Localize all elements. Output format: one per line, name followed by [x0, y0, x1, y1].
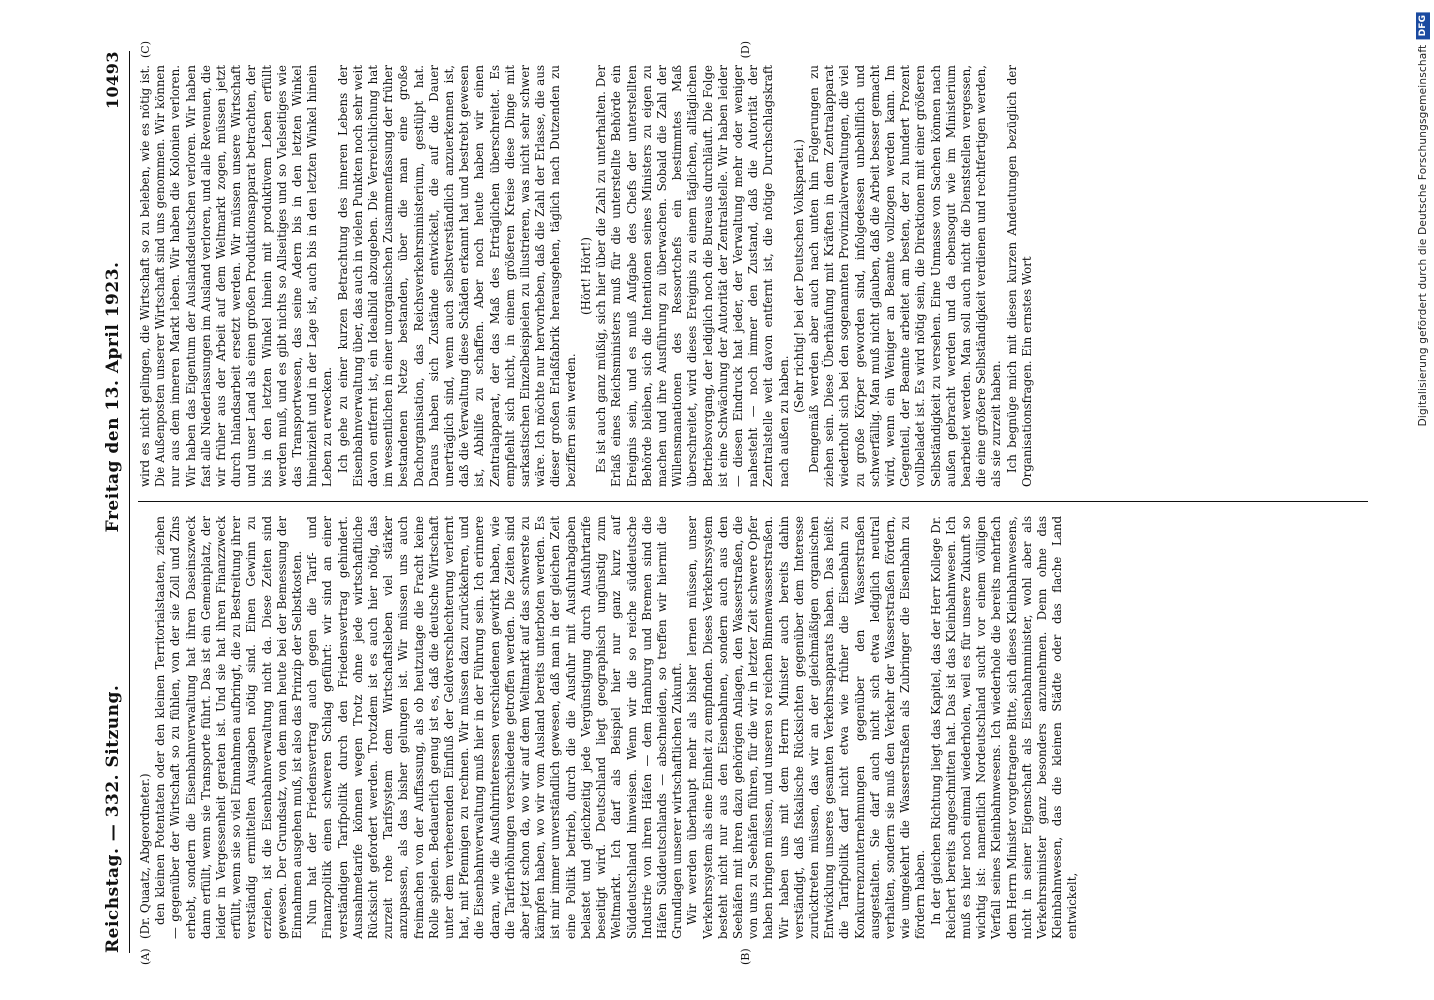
- left-column: [138, 502, 1368, 965]
- interjection-hoert: (Hört! Hört!): [578, 237, 593, 315]
- header-left: Reichstag. — 332. Sitzung.: [103, 684, 123, 953]
- left-paragraph-4: In der gleichen Richtung liegt das Kapitel, das der Herr Kollege Dr. Reichert bereits angeschnitten hat. Das ist das Kleinbahnwesen. Ich muß es hier noch einmal wiederholen, weil es für unsere Zukunft so wichtig ist: namentlich Nordeutschland sucht vor einem völligen Verfall seines Kleinbahnwesens. Ich wiederhole die bereits mehrfach dem Herrn Minister vorgetragene Bitte, sich dieses Kleinbahnwesens, nicht in seiner Eigenschaft als Eisenbahnminister, wohl aber als Verkehrsminister ganz besonders anzunehmen. Denn ohne das Kleinbahnwesen, das die kleinen Städte oder das flache Land entwickelt,: [928, 516, 1080, 939]
- right-paragraph-4: Demgemäß werden aber auch nach unten hin Folgerungen zu ziehen sein. Diese Überhäufung mit Kräften in dem Zentralapparat wiederholt sich bei den sogenannten Provinzialverwaltungen, die viel zu große Körper geworden sind, infolgedessen unbehilflich und schwerfällig. Man muß nicht glauben, daß die Arbeit besser gemacht wird, wenn ein Weniger an Beamte vollzogen werden kann. Im Gegenteil, der Beamte arbeitet am besten, der zu hundert Prozent vollbeladet ist. Es wird nötig sein, die Direktionen mit einer größeren Selbständigkeit zu versehen. Eine Unmasse von Sachen können nach außen gebracht werden und da ebensogut wie im Ministerium bearbeitet werden. Man soll auch nicht die Dienststellen vergessen, die eine größere Selbständigkeit verdienen und rechtfertigen werden, als sie zurzeit haben.: [806, 65, 1004, 487]
- page-header: [103, 51, 130, 953]
- right-paragraph-5: Ich begnüge mich mit diesen kurzen Andeutungen bezüglich der Organisationsfragen. Ein ernstes Wort: [1004, 65, 1034, 487]
- dfg-logo: DFG: [1416, 12, 1430, 40]
- right-paragraph-2: Ich gehe zu einer kurzen Betrachtung des inneren Lebens der Eisenbahnverwaltung über, das auch in vielen Punkten noch sehr weit davon entfernt ist, ein Idealbild abzugeben. Die Verreichlichung hat im wesentlichen in einer unorganischen Zusammenfassung der früher bestandenen Netze bestanden, über die man eine große Dachorganisation, das Reichsverkehrsministerium, gestülpt hat. Daraus haben sich Zustände entwickelt, die auf die Dauer unerträglich sind, wenn auch selbstverständlich anzuerkennen ist, daß die Verwaltung diese Schäden erkannt hat und bestrebt gewesen ist, Abhilfe zu schaffen. Aber noch heute haben wir einen Zentralapparat, der das Maß des Erträglichen überschreitet. Es empfiehlt sich nicht, in einem größeren Kreise diese Dinge mit sarkastischen Einzelbeispielen zu illustrieren, was nicht sehr schwer wäre. Ich möchte nur hervorheben, daß die Zahl der Erlasse, die aus dieser großen Erlaßfabrik herausgehen, täglich nach Dutzenden zu beziffern sein werden.: [335, 65, 578, 487]
- text-columns: [138, 41, 1368, 965]
- marker-b: (B): [739, 948, 752, 965]
- right-paragraph-1: wird es nicht gelingen, die Wirtschaft so zu beleben, wie es nötig ist. Die Außenposten unserer Wirtschaft sind uns genommen. Wir können nur aus dem inneren Markt leben. Wir haben die Kolonien verloren. Wir haben das Eigentum der Auslandsdeutschen verloren. Wir haben fast alle Niederlassungen im Ausland verloren, und alle Revenuen, die wir früher aus der Arbeit auf dem Weltmarkt zogen, müssen jetzt durch Inlandsarbeit ersetzt werden. Wir müssen unsere Wirtschaft und unser Land als einen großen Produktionsapparat betrachten, der bis in den letzten Winkel hinein mit produktivem Leben erfüllt werden muß, und es gibt nichts so Allseitiges und so Vielseitiges wie das Transportwesen, das seine Adern bis in den letzten Winkel hineinzieht und in der Lage ist, auch bis in den letzten Winkel hinein Leben zu erwecken.: [138, 65, 335, 487]
- left-paragraph-1: den kleinen Potentaten oder den kleinen Territorialstaaten, ziehen — gegenüber der Wirtschaft so zu fühlen, von der sie Zoll und Zins erhebt, sondern die Eisenbahnverwaltung hat ihren Daseinszweck dann erfüllt, wenn sie Transporte führt. Das ist ein Gemeinplatz, der leider in Vergessenheit geraten ist. Und sie hat ihren Finanzzweck erfüllt, wenn sie so viel Einnahmen aufbringt, die zu Bestreitung ihrer verständig ermittelten Ausgaben nötig sind. Einen Gewinn zu erzielen, ist die Eisenbahnverwaltung nicht da. Diese Zeiten sind gewesen. Der Grundsatz, von dem man heute bei der Bemessung der Einnahmen ausgehen muß, ist also das Prinzip der Selbstkosten.: [153, 516, 305, 939]
- page-number: 10493: [103, 51, 122, 110]
- marker-a: (A): [139, 948, 152, 965]
- right-paragraph-3: Es ist auch ganz müßig, sich hier über die Zahl zu unterhalten. Der Erlaß eines Reichsministers muß für die unterstellte Behörde ein Ereignis sein, und es muß Aufgabe des Chefs der unterstellten Behörde bleiben, sich die Intentionen seines Ministers zu eigen zu machen und ihre Ausführung zu überwachen. Sobald die Zahl der Willensmanationen des Ressortchefs ein bestimmtes Maß überschreitet, wird dieses Ereignis zu einem täglichen, alltäglichen Betriebsvorgang, der lediglich noch die Bureaus durchläuft. Die Folge ist eine Schwächung der Autorität der Zentralstelle. Wir haben leider — diesen Eindruck hat jeder, der Verwaltung mehr oder weniger nahesteht — noch immer den Zustand, daß die Autorität der Zentralstelle weit davon entfernt ist, die nötige Durchschlagskraft nach außen zu haben.: [594, 65, 791, 487]
- right-column: [138, 41, 1368, 502]
- interjection-sehr-richtig: (Sehr richtig! bei der Deutschen Volkspartei.): [791, 139, 806, 413]
- digitization-text: Digitalisierung gefördert durch die Deutsche Forschungsgemeinschaft: [1417, 44, 1429, 427]
- rotated-page-content: [95, 35, 1395, 965]
- header-date: Freitag den 13. April 1923.: [103, 261, 123, 533]
- marker-d: (D): [739, 41, 752, 59]
- speaker-line: (Dr. Quaatz, Abgeordneter.): [138, 773, 152, 939]
- marker-c: (C): [139, 41, 152, 58]
- digitization-note: [1416, 12, 1430, 426]
- left-paragraph-2: Nun hat der Friedensvertrag auch gegen die Tarif- und Finanzpolitik einen schweren Schlag geführt: wir sind an einer verständigen Tarifpolitik durch den Friedensvertrag gehindert. Ausnahmetarife können wegen Trotz ohne jede wirtschaftliche Rücksicht gefordert werden. Trotzdem ist es auch hier nötig, das zurzeit rohe Tarifsystem dem Wirtschaftsleben viel stärker anzupassen, als das bisher gelungen ist. Wir müssen uns auch freimachen von der Auffassung, als ob heutzutage die Fracht keine Rolle spielen. Bedauerlich genug ist es, daß die deutsche Wirtschaft unter dem verheerenden Einfluß der Geldverschlechterung verlernt hat, mit Pfennigen zu rechnen. Wir müssen dazu zurückkehren, und die Eisenbahnverwaltung muß hier in der Führung sein. Ich erinnere daran, wie die Ausfuhrinteressen verschiedenen gewirkt haben, wie die Tariferhöhungen verschiedene getroffen werden. Die Zeiten sind aber jetzt schon da, wo wir auf dem Weltmarkt auf das schwerste zu kämpfen haben, wo wir vom Ausland bereits unterboten werden. Es ist mir immer unverständlich gewesen, daß man in der gleichen Zeit eine Politik betrieb, durch die die Ausfuhr mit Ausfuhrabgaben belastet und gleichzeitig jede Vergünstigung durch Ausfuhrtarife beseitigt wird. Deutschland liegt geographisch ungünstig zum Weltmarkt. Ich darf als Beispiel hier nur ganz kurz auf Süddeutschland hinweisen. Wenn wir die so reiche süddeutsche Industrie von ihren Häfen — dem Hamburg und Bremen sind die Häfen Süddeutschlands — abschneiden, so treffen wir hiermit die Grundlagen unserer wirtschaftlichen Zukunft.: [305, 516, 685, 939]
- left-paragraph-3: Wir werden überhaupt mehr als bisher lernen müssen, unser Verkehrssystem als eine Einheit zu empfinden. Dieses Verkehrssystem besteht nicht nur aus den Eisenbahnen, sondern auch aus den Seehäfen mit ihren dazu gehörigen Anlagen, den Wasserstraßen, die von uns zu Seehäfen führen, für die wir in letzter Zeit schwere Opfer haben bringen müssen, und unseren so reichen Binnenwasserstraßen. Wir haben uns mit dem Herrn Minister auch bereits dahin verständigt, daß fiskalische Rücksichten gegenüber dem Interesse zurücktreten müssen, das wir an der gleichmäßigen organischen Entwicklung unseres gesamten Verkehrsapparats haben. Das heißt: die Tarifpolitik darf nicht etwa wie früher die Eisenbahn zu Konkurrenzunternehmungen gegenüber den Wasserstraßen ausgestalten. Sie darf auch nicht sich etwa lediglich neutral verhalten, sondern sie muß den Verkehr der Wasserstraßen fördern, wie umgekehrt die Wasserstraßen als Zubringer die Eisenbahn zu fördern haben.: [685, 516, 928, 939]
